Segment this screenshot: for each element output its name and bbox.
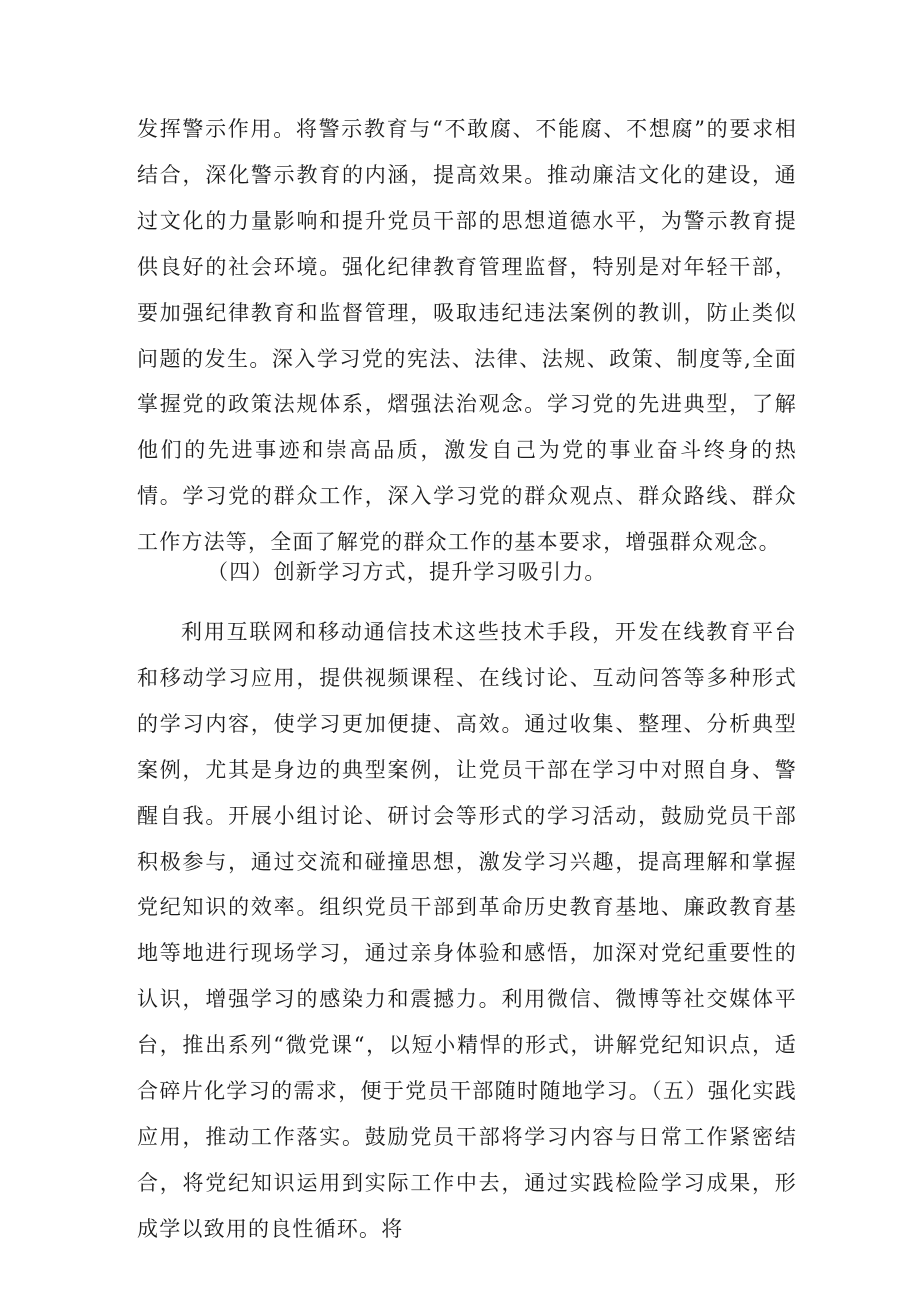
body-paragraph-2: 利用互联网和移动通信技术这些技术手段，开发在线教育平台和移动学习应用，提供视频课程、在线讨论、互动问答等多种形式的学习内容，使学习更加便捷、高效。通过收集、整理、分析典型案例，尤其是身边的典型案例，让党员干部在学习中对照自身、警醒自我。开展小组讨论、研讨会等形式的学习活动，鼓励党员干部积极参与，通过交流和碰撞思想，激发学习兴趣，提高理解和掌握党纪知识的效率。组织党员干部到革命历史教育基地、廉政教育基地等地进行现场学习，通过亲身体验和感悟，加深对党纪重要性的认识，增强学习的感染力和震撼力。利用微信、微博等社交媒体平台，推出系列“微党课“，以短小精悍的形式，讲解党纪知识点，适合碎片化学习的需求，便于党员干部随时随地学习。（五）强化实践应用，推动工作落实。鼓励党员干部将学习内容与日常工作紧密结合，将党纪知识运用到实际工作中去，通过实践检险学习成果，形成学以致用的良性循环。将	[137, 620, 797, 1241]
body-paragraph-1: 发挥警示作用。将警示教育与“不敢腐、不能腐、不想腐”的要求相结合，深化警示教育的内涵，提高效果。推动廉洁文化的建设，通过文化的力量影响和提升党员干部的思想道德水平，为警示教育提供良好的社会环境。强化纪律教育管理监督，特别是对年轻干部，要加强纪律教育和监督管理，吸取违纪违法案例的教训，防止类似问题的发生。深入学习党的宪法、法律、法规、政策、制度等,全面掌握党的政策法规体系，熠强法治观念。学习党的先进典型，了解他们的先进事迹和崇高品质，激发自己为党的事业奋斗终身的热情。学习党的群众工作，深入学习党的群众观点、群众路线、群众工作方法等，全面了解党的群众工作的基本要求，增强群众观念。	[137, 117, 797, 555]
section-heading-4: （四）创新学习方式，提升学习吸引力。	[207, 560, 607, 584]
